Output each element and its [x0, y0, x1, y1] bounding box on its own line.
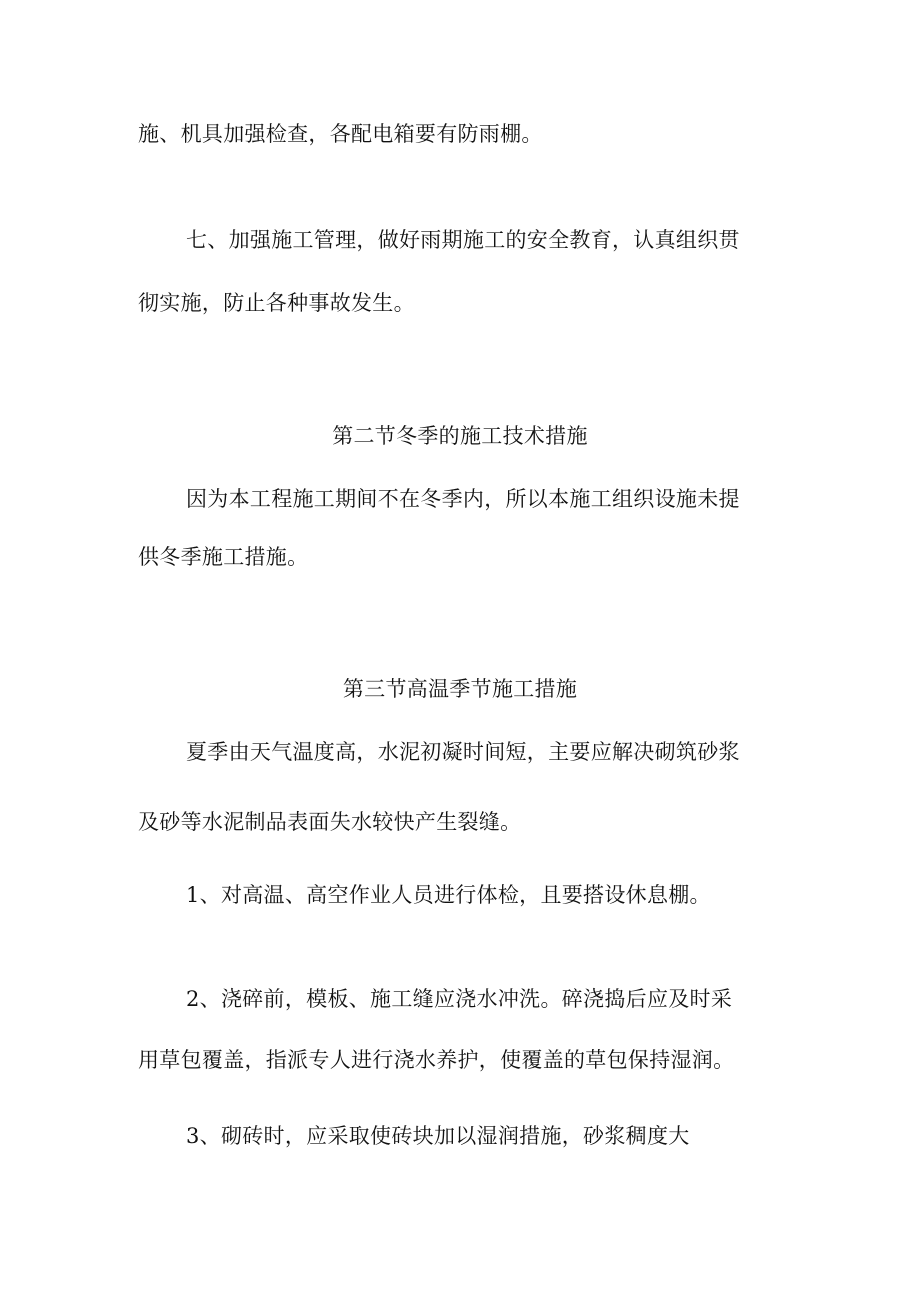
paragraph-line: 及砂等水泥制品表面失水较快产生裂缝。	[138, 810, 522, 834]
paragraph-line: 彻实施，防止各种事故发生。	[138, 291, 415, 315]
paragraph-line: 七、加强施工管理，做好雨期施工的安全教育，认真组织贯	[186, 228, 740, 252]
list-item: 2、浇碎前，模板、施工缝应浇水冲洗。碎浇捣后应及时采	[186, 987, 733, 1011]
paragraph-line: 用草包覆盖，指派专人进行浇水养护，使覆盖的草包保持湿润。	[138, 1048, 735, 1072]
paragraph-line: 夏季由天气温度高，水泥初凝时间短，主要应解决砌筑砂浆	[186, 740, 740, 764]
list-item: 1、对高温、高空作业人员进行体检，且要搭设休息棚。	[186, 883, 711, 907]
paragraph-line: 供冬季施工措施。	[138, 545, 309, 569]
section-heading-winter: 第二节冬季的施工技术措施	[332, 424, 588, 448]
paragraph-line: 因为本工程施工期间不在冬季内，所以本施工组织设施未提	[186, 487, 740, 511]
paragraph-line: 施、机具加强检查，各配电箱要有防雨棚。	[138, 122, 543, 146]
section-heading-summer: 第三节高温季节施工措施	[342, 677, 578, 701]
list-item: 3、砌砖时，应采取使砖块加以湿润措施，砂浆稠度大	[186, 1124, 690, 1148]
